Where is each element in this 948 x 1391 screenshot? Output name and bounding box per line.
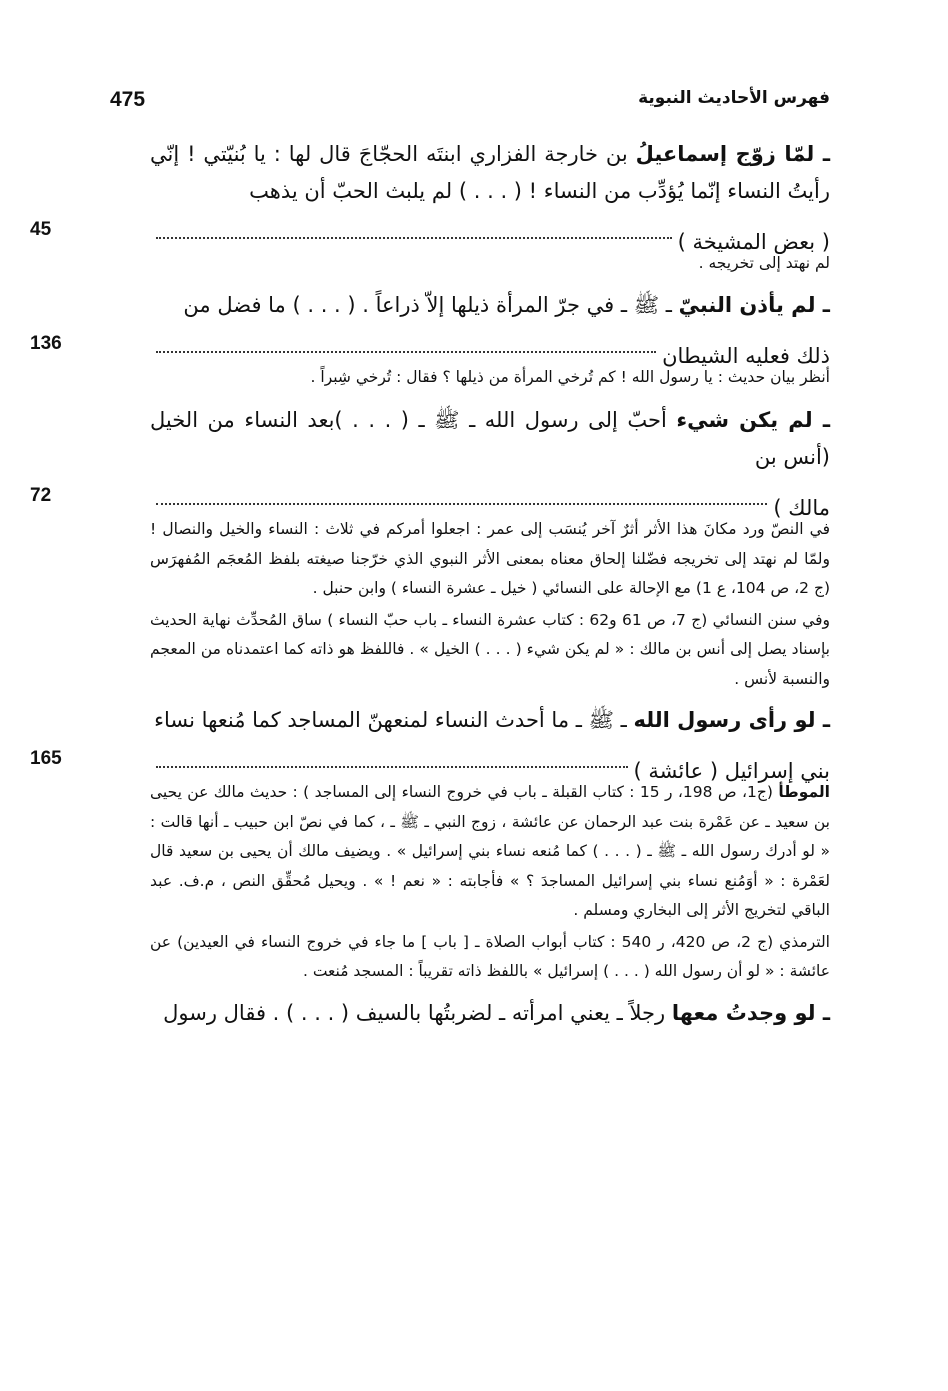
hadith-entry	[30, 136, 830, 254]
hadith-lead: ـ لم يكن شيء	[676, 408, 831, 432]
hadith-entry	[30, 287, 830, 368]
hadith-body: ـ ﷺ ـ في جرّ المرأة ذيلها إلاّ ذراعاً . ( . . . ) ما فضل من	[183, 292, 679, 317]
hadith-text	[150, 402, 830, 476]
commentary-note: في النصّ ورد مكانَ هذا الأثر أثرٌ آخر يُنسَب إلى عمر : اجعلوا أمركم في ثلاث : النساء والخيل والنصال ! ولمّا لم نهتد إلى تخريجه فضّلنا إلحاق معناه بمعنى الأثر النبوي الذي خرّجنا صيغته بلفظ المُعجَم المُفهرَس (ج 2، ص 104، ع 1) مع الإحالة على النسائي ( خيل ـ عشرة النساء ) وابن حنبل .	[150, 520, 830, 597]
source-details: (ج1، ص 198، ر 15 : كتاب القبلة ـ باب في خروج النساء إلى المساجد ) : حديث مالك عن يحيى بن سعيد ـ عن عَمْرة بنت عبد الرحمان عن عائشة ، زوج النبي ـ ﷺ ـ ، كما في نصّ ابن حبيب ـ أنها قالت : « لو أدرك رسول الله ـ ﷺ ـ ( . . . ) كما مُنعه نساء بني إسرائيل » . ويضيف مالك أن يحيى بن سعيد قال لعَمْرة : « أوَمُنع نساء بني إسرائيل المساجدَ ؟ » فأجابته : « نعم ! » . ويحيل مُحقِّق النص ، م.ف. عبد الباقي لتخريج الأثر إلى البخاري ومسلم .	[150, 783, 830, 919]
index-content	[30, 136, 831, 1032]
entry-page-number: 72	[30, 485, 52, 506]
reference-line	[150, 324, 830, 368]
hadith-entry	[150, 995, 830, 1032]
reference-line	[150, 210, 830, 254]
hadith-body: ـ ﷺ ـ ما أحدث النساء لمنعهنّ المساجد كما مُنعها نساء	[154, 708, 634, 732]
entry-page-number: 165	[30, 748, 62, 769]
hadith-entry	[30, 702, 830, 783]
hadith-lead: ـ لمّا زوّج إسماعيلُ	[635, 142, 830, 166]
hadith-body: أحبّ إلى رسول الله ـ ﷺ ـ ( . . . )بعد النساء من الخيل (أنس بن	[150, 408, 830, 469]
hadith-text	[150, 995, 830, 1032]
reference-line	[150, 476, 830, 520]
page-number: 475	[110, 88, 146, 111]
leader-dots	[156, 314, 656, 353]
hadith-text	[150, 136, 830, 210]
hadith-body: بن خارجة الفزاري ابنتَه الحجّاجَ قال لها : يا بُنيّتي ! إنّي رأيتُ النساء إنّما يُؤدِّب من النساء ! ( . . . ) لم يلبث الحبّ أن يذهب	[150, 142, 830, 203]
narrator-reference: بني إسرائيل ( عائشة )	[633, 759, 830, 783]
hadith-lead: ـ لم يأذن النبيّ	[678, 292, 830, 317]
entry-page-number: 45	[30, 219, 52, 240]
hadith-lead: ـ لو وجدتُ معها	[671, 1000, 830, 1025]
narrator-reference: مالك )	[773, 496, 830, 520]
commentary-note: لم نهتد إلى تخريجه .	[698, 254, 830, 272]
commentary-note: وفي سنن النسائي (ج 7، ص 61 و62 : كتاب عشرة النساء ـ باب حبّ النساء ) ساق المُحدِّث نهاية الحديث بإسناد يصل إلى أنس بن مالك : « لم يكن شيء ( . . . ) الخيل » . فاللفظ هو ذاته كما اعتمدناه من المعجم والنسبة لأنس .	[150, 610, 830, 688]
narrator-reference: ( بعض المشيخة )	[677, 230, 830, 254]
hadith-lead: ـ لو رأى رسول الله	[633, 708, 830, 732]
commentary-note: الترمذي (ج 2، ص 420، ر 540 : كتاب أبواب الصلاة ـ [ باب ] ما جاء في خروج النساء في العيدين) عن عائشة : « لو أن رسول الله ( . . . ) إسرائيل » باللفظ ذاته تقريباً : المسجد مُنعت .	[150, 932, 830, 980]
running-title: فهرس الأحاديث النبوية	[638, 88, 830, 108]
running-head	[110, 88, 830, 118]
entry-page-number: 136	[30, 332, 62, 354]
commentary-note: أنظر بيان حديث : يا رسول الله ! كم تُرخي المرأة من ذيلها ؟ فقال : تُرخي شِبراً .	[310, 367, 830, 386]
hadith-body: رجلاً ـ يعني امرأته ـ لضربتُها بالسيف ( . . . ) . فقال رسول	[163, 1000, 672, 1025]
hadith-entry	[30, 402, 831, 520]
leader-dots	[156, 200, 672, 239]
leader-dots	[156, 729, 628, 768]
reference-line	[150, 739, 830, 783]
commentary-note	[150, 778, 830, 926]
source-title: الموطأ	[778, 783, 830, 801]
leader-dots	[156, 466, 767, 505]
narrator-reference: ذلك فعليه الشيطان	[662, 343, 830, 368]
